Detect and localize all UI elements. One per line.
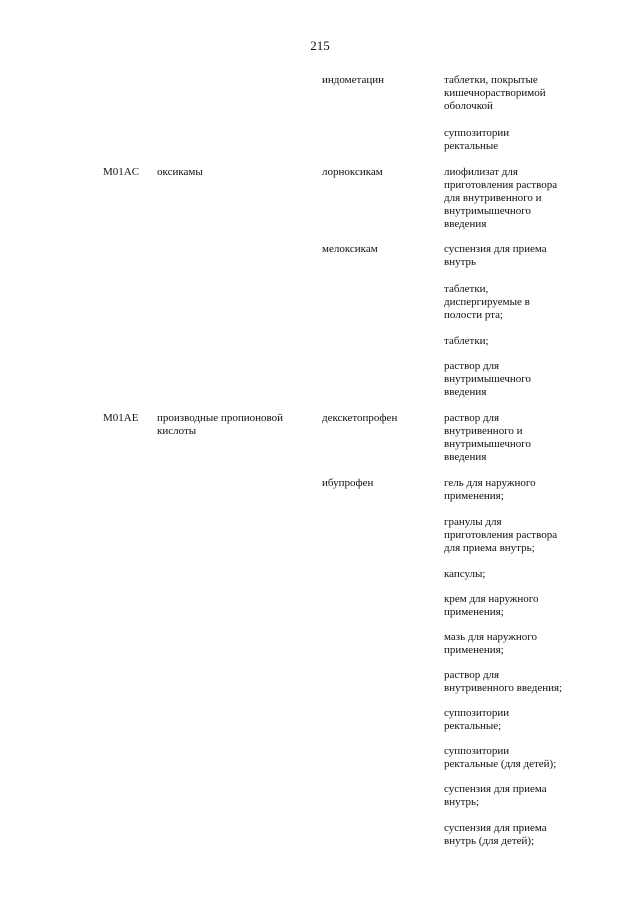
- atc-code: M01AE: [103, 412, 139, 424]
- dosage-form: таблетки, диспергируемые в полости рта;: [444, 283, 530, 321]
- dosage-form: мазь для наружного применения;: [444, 631, 537, 656]
- dosage-form: лиофилизат для приготовления раствора для внутривенного и внутримышечного введения: [444, 166, 558, 230]
- dosage-form: суспензия для приема внутрь;: [444, 783, 547, 808]
- dosage-form: суспензия для приема внутрь: [444, 243, 547, 268]
- drug-name: лорноксикам: [322, 166, 383, 178]
- group-name: производные пропионовой кислоты: [157, 412, 283, 437]
- drug-name: индометацин: [322, 74, 384, 86]
- group-name: оксикамы: [157, 166, 203, 178]
- dosage-form: раствор для внутривенного и внутримышечного введения: [444, 412, 531, 463]
- dosage-form: капсулы;: [444, 568, 486, 580]
- dosage-form: суппозитории ректальные;: [444, 707, 510, 732]
- dosage-form: гранулы для приготовления раствора для приема внутрь;: [444, 516, 558, 554]
- drug-name: мелоксикам: [322, 243, 378, 255]
- dosage-form: раствор для внутривенного введения;: [444, 669, 563, 694]
- dosage-form: суппозитории ректальные: [444, 127, 510, 152]
- dosage-form: таблетки;: [444, 335, 489, 347]
- drug-name: декскетопрофен: [322, 412, 398, 424]
- dosage-form: раствор для внутримышечного введения: [444, 360, 531, 398]
- atc-code: M01AC: [103, 166, 140, 178]
- drug-name: ибупрофен: [322, 477, 374, 489]
- dosage-form: таблетки, покрытые кишечнорастворимой оболочкой: [444, 74, 546, 112]
- dosage-form: суппозитории ректальные (для детей);: [444, 745, 557, 770]
- page-number: 215: [310, 38, 330, 53]
- dosage-form: крем для наружного применения;: [444, 593, 539, 618]
- dosage-form: суспензия для приема внутрь (для детей);: [444, 822, 547, 847]
- dosage-form: гель для наружного применения;: [444, 477, 536, 502]
